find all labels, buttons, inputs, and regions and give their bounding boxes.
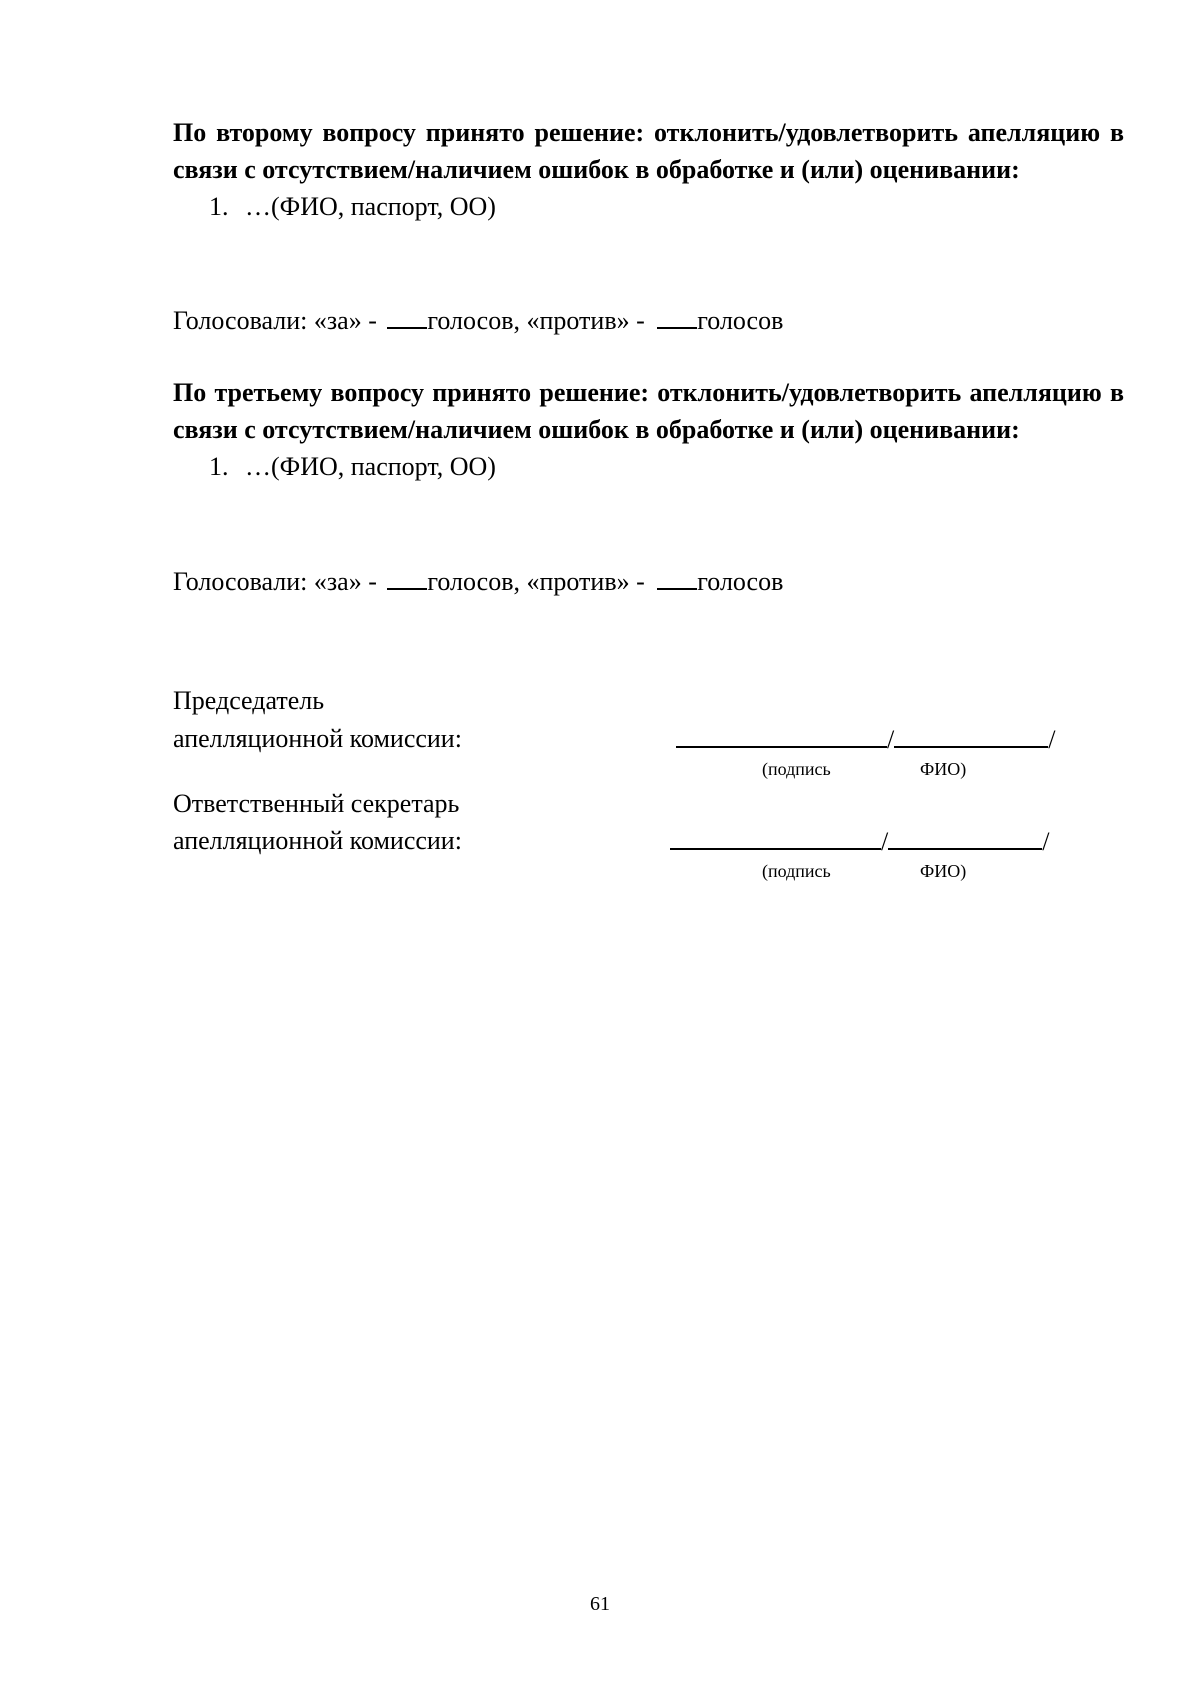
secretary-signature-rule	[670, 822, 881, 850]
chair-signature-rule	[676, 720, 887, 748]
chair-name-rule	[894, 720, 1048, 748]
section-3-vote-against-blank	[657, 566, 697, 590]
section-2-vote-suffix: голосов	[697, 306, 784, 335]
section-3-item-number: 1.	[209, 452, 229, 481]
secretary-label-line2: апелляционной комиссии:	[173, 826, 462, 855]
section-3-vote-middle: голосов, «против» -	[427, 567, 645, 596]
secretary-caption-signature: (подпись	[762, 861, 831, 881]
page-number: 61	[590, 1593, 610, 1615]
chair-caption-signature: (подпись	[762, 759, 831, 779]
section-3-item-text: …(ФИО, паспорт, ОО)	[245, 452, 496, 481]
section-3-list-item	[173, 448, 1124, 485]
section-2-list-item	[173, 188, 1124, 225]
secretary-separator-1: /	[881, 827, 889, 856]
chair-label-line1: Председатель	[173, 686, 325, 715]
section-2	[173, 114, 1124, 225]
secretary-label-line1: Ответственный секретарь	[173, 789, 460, 818]
section-2-vote-line	[173, 302, 783, 339]
section-2-item-number: 1.	[209, 192, 229, 221]
section-2-decision: По второму вопросу принято решение: отклонить/удовлетворить апелляцию в связи с отсутствием/наличием ошибок в обработке и (или) оценивании:	[173, 118, 1124, 184]
section-3	[173, 374, 1124, 485]
section-2-vote-prefix: Голосовали: «за» -	[173, 306, 377, 335]
section-3-vote-line	[173, 563, 783, 600]
chair-signature-line	[676, 720, 1055, 758]
chair-label-line2: апелляционной комиссии:	[173, 724, 462, 753]
section-2-vote-for-blank	[387, 305, 427, 329]
section-3-vote-prefix: Голосовали: «за» -	[173, 567, 377, 596]
secretary-caption-name: ФИО)	[920, 861, 967, 881]
chair-caption-name: ФИО)	[920, 759, 967, 779]
section-3-decision: По третьему вопросу принято решение: отклонить/удовлетворить апелляцию в связи с отсутствием/наличием ошибок в обработке и (или) оценивании:	[173, 378, 1124, 444]
chair-separator-1: /	[887, 725, 895, 754]
secretary-separator-2: /	[1042, 827, 1050, 856]
secretary-name-rule	[888, 822, 1042, 850]
section-3-vote-suffix: голосов	[697, 567, 784, 596]
section-2-item-text: …(ФИО, паспорт, ОО)	[245, 192, 496, 221]
section-3-vote-for-blank	[387, 566, 427, 590]
section-2-vote-against-blank	[657, 305, 697, 329]
secretary-signature-line	[670, 822, 1049, 860]
chair-separator-2: /	[1048, 725, 1056, 754]
section-2-vote-middle: голосов, «против» -	[427, 306, 645, 335]
